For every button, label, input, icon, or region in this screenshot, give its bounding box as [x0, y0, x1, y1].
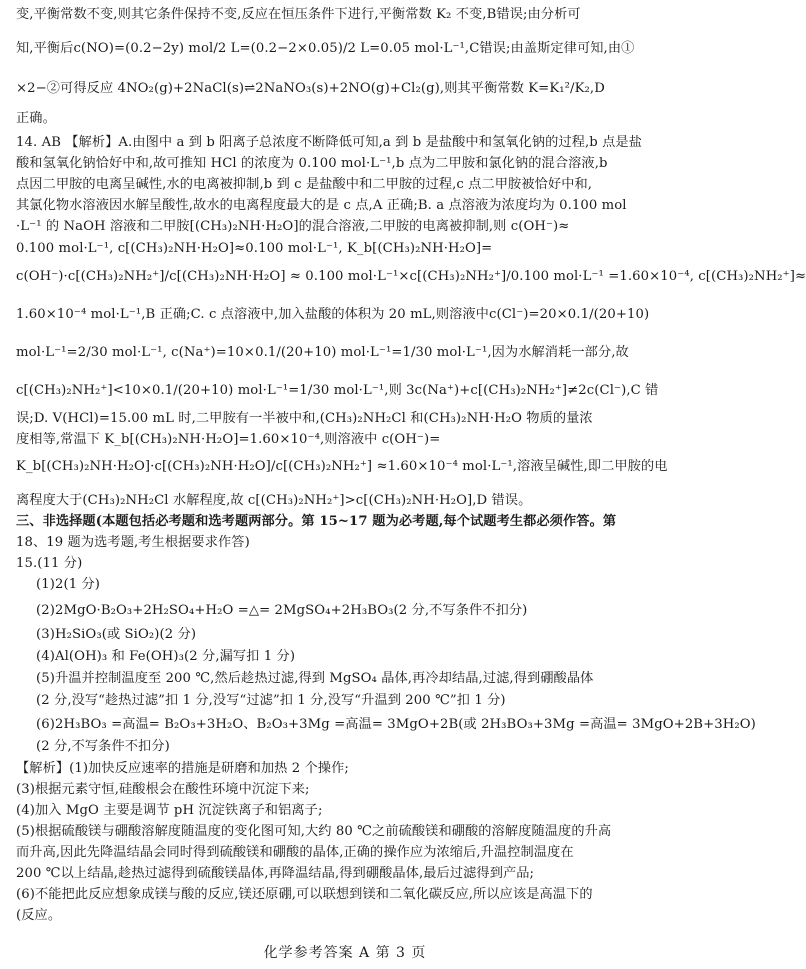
analysis-line: (反应。 — [16, 908, 62, 923]
analysis-line: (3)根据元素守恒,硅酸根会在酸性环境中沉淀下来; — [16, 782, 310, 797]
answer-line: (6)2H₃BO₃ =高温= B₂O₃+3H₂O、B₂O₃+3Mg =高温= 3MgO+2B(或 2H₃BO₃+3Mg =高温= 3MgO+2B+3H₂O) — [36, 717, 756, 732]
section-heading: 三、非选择题(本题包括必考题和选考题两部分。第 15~17 题为必考题,每个试题考生都必须作答。第 — [16, 514, 617, 529]
text-line: 点因二甲胺的电离呈碱性,水的电离被抑制,b 到 c 是盐酸中和二甲胺的过程,c 点二甲胺被恰好中和, — [16, 177, 593, 192]
text-line: ·L⁻¹ 的 NaOH 溶液和二甲胺[(CH₃)₂NH·H₂O]的混合溶液,二甲胺的电离被抑制,则 c(OH⁻)≈ — [16, 219, 570, 234]
text-line: 变,平衡常数不变,则其它条件保持不变,反应在恒压条件下进行,平衡常数 K₂ 不变,B错误;由分析可 — [16, 7, 581, 22]
text-line: 其氯化物水溶液因水解呈酸性,故水的电离程度最大的是 c 点,A 正确;B. a 点溶液为浓度均为 0.100 mol — [16, 198, 627, 213]
analysis-line: 200 ℃以上结晶,趁热过滤得到硫酸镁晶体,再降温结晶,得到硼酸晶体,最后过滤得到产品; — [16, 866, 535, 881]
answer-line: (5)升温并控制温度至 200 ℃,然后趁热过滤,得到 MgSO₄ 晶体,再冷却结晶,过滤,得到硼酸晶体 — [36, 671, 594, 686]
text-line: 0.100 mol·L⁻¹, c[(CH₃)₂NH·H₂O]≈0.100 mol·L⁻¹, K_b[(CH₃)₂NH·H₂O]= — [16, 241, 493, 256]
answer-line: (2 分,没写“趁热过滤”扣 1 分,没写“过滤”扣 1 分,没写“升温到 200 ℃”扣 1 分) — [36, 693, 506, 708]
answer-line: (2)2MgO·B₂O₃+2H₂SO₄+H₂O =△= 2MgSO₄+2H₃BO₃(2 分,不写条件不扣分) — [36, 603, 528, 618]
text-line: K_b[(CH₃)₂NH·H₂O]·c[(CH₃)₂NH·H₂O]/c[(CH₃)₂NH₂⁺] ≈1.60×10⁻⁴ mol·L⁻¹,溶液呈碱性,即二甲胺的电 — [16, 459, 668, 474]
text-line: 正确。 — [16, 111, 56, 126]
text-line: mol·L⁻¹=2/30 mol·L⁻¹, c(Na⁺)=10×0.1/(20+10) mol·L⁻¹=1/30 mol·L⁻¹,因为水解消耗一部分,故 — [16, 345, 629, 360]
text-line: 误;D. V(HCl)=15.00 mL 时,二甲胺有一半被中和,(CH₃)₂NH₂Cl 和(CH₃)₂NH·H₂O 物质的量浓 — [16, 411, 593, 426]
text-line: 1.60×10⁻⁴ mol·L⁻¹,B 正确;C. c 点溶液中,加入盐酸的体积为 20 mL,则溶液中c(Cl⁻)=20×0.1/(20+10) — [16, 307, 650, 322]
answer-line: (4)Al(OH)₃ 和 Fe(OH)₃(2 分,漏写扣 1 分) — [36, 649, 296, 664]
text-line: ×2−②可得反应 4NO₂(g)+2NaCl(s)⇌2NaNO₃(s)+2NO(g)+Cl₂(g),则其平衡常数 K=K₁²/K₂,D — [16, 81, 605, 96]
text-line: c(OH⁻)·c[(CH₃)₂NH₂⁺]/c[(CH₃)₂NH·H₂O] ≈ 0.100 mol·L⁻¹×c[(CH₃)₂NH₂⁺]/0.100 mol·L⁻¹ =1.60×10⁻⁴, c[(CH₃)₂NH₂⁺]≈ — [16, 269, 806, 284]
analysis-line: (4)加入 MgO 主要是调节 pH 沉淀铁离子和铝离子; — [16, 803, 323, 818]
text-line: 知,平衡后c(NO)=(0.2−2y) mol/2 L=(0.2−2×0.05)/2 L=0.05 mol·L⁻¹,C错误;由盖斯定律可知,由① — [16, 41, 635, 56]
text-line: 14. AB 【解析】A.由图中 a 到 b 阳离子总浓度不断降低可知,a 到 b 是盐酸中和氢氧化钠的过程,b 点是盐 — [16, 135, 643, 150]
analysis-line: (5)根据硫酸镁与硼酸溶解度随温度的变化图可知,大约 80 ℃之前硫酸镁和硼酸的溶解度随温度的升高 — [16, 824, 612, 839]
answer-line: (1)2(1 分) — [36, 577, 101, 592]
analysis-line: 【解析】(1)加快反应速率的措施是研磨和加热 2 个操作; — [16, 761, 349, 776]
page-footer: 化学参考答案 A 第 3 页 — [263, 945, 427, 961]
answer-line: (2 分,不写条件不扣分) — [36, 739, 170, 754]
text-line: 18、19 题为选考题,考生根据要求作答) — [16, 535, 250, 550]
answer-line: (3)H₂SiO₃(或 SiO₂)(2 分) — [36, 627, 197, 642]
analysis-line: (6)不能把此反应想象成镁与酸的反应,镁还原硼,可以联想到镁和二氧化碳反应,所以应该是高温下的 — [16, 887, 593, 902]
text-line: 酸和氢氧化钠恰好中和,故可推知 HCl 的浓度为 0.100 mol·L⁻¹,b 点为二甲胺和氯化钠的混合溶液,b — [16, 156, 608, 171]
text-line: 度相等,常温下 K_b[(CH₃)₂NH·H₂O]=1.60×10⁻⁴,则溶液中 c(OH⁻)= — [16, 432, 441, 447]
text-line: c[(CH₃)₂NH₂⁺]<10×0.1/(20+10) mol·L⁻¹=1/30 mol·L⁻¹,则 3c(Na⁺)+c[(CH₃)₂NH₂⁺]≠2c(Cl⁻),C 错 — [16, 383, 659, 398]
analysis-line: 而升高,因此先降温结晶会同时得到硫酸镁和硼酸的晶体,正确的操作应为浓缩后,升温控制温度在 — [16, 845, 574, 860]
text-line: 离程度大于(CH₃)₂NH₂Cl 水解程度,故 c[(CH₃)₂NH₂⁺]>c[(CH₃)₂NH·H₂O],D 错误。 — [16, 493, 532, 508]
question-number: 15.(11 分) — [16, 556, 83, 571]
